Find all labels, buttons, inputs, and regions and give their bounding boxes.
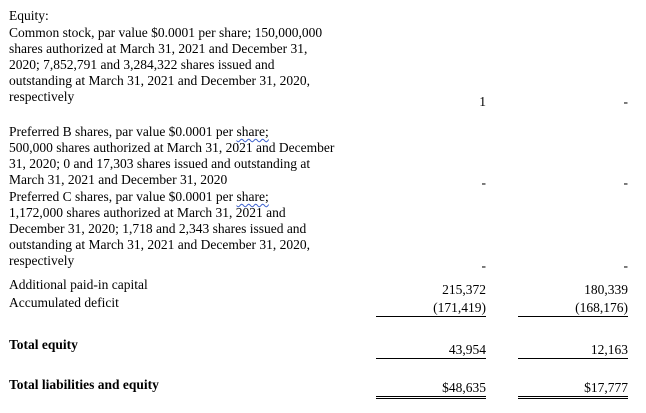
value-mar-2021: $48,635 (376, 380, 486, 399)
row-label-line: 1,172,000 shares authorized at March 31, 2021 and (9, 205, 286, 220)
row-label: Total liabilities and equity (9, 377, 159, 392)
value-mar-2021: 215,372 (442, 282, 486, 297)
value-mar-2021: 43,954 (376, 342, 486, 359)
row-label-line (9, 189, 269, 204)
value-dec-2020: 12,163 (518, 342, 628, 359)
value-mar-2021: (171,419) (376, 300, 486, 317)
row-label-text: Preferred B shares, par value $0.0001 per (9, 124, 237, 139)
spellcheck-word: share; (236, 124, 269, 139)
row-label: Additional paid-in capital (9, 277, 148, 292)
section-label: Equity: (9, 8, 49, 23)
row-label-line: December 31, 2020; 1,718 and 2,343 shares issued and (9, 221, 307, 236)
value-dec-2020: - (623, 94, 628, 109)
value-mar-2021: - (481, 258, 486, 273)
row-label-line: shares authorized at March 31, 2021 and December 31, (9, 41, 308, 56)
value-dec-2020: 180,339 (584, 282, 628, 297)
row-label-line: respectively (9, 253, 75, 268)
row-label-text: Preferred C shares, par value $0.0001 per (9, 189, 237, 204)
row-label-line: 500,000 shares authorized at March 31, 2021 and December (9, 140, 335, 155)
value-mar-2021: - (481, 175, 486, 190)
row-label-line: outstanding at March 31, 2021 and December 31, 2020, (9, 237, 311, 252)
row-label-line: outstanding at March 31, 2021 and December 31, 2020, (9, 73, 311, 88)
row-label-line: March 31, 2021 and December 31, 2020 (9, 172, 228, 187)
spellcheck-word: share; (236, 189, 269, 204)
row-label-line (9, 124, 269, 139)
value-dec-2020: - (623, 175, 628, 190)
row-label: Accumulated deficit (9, 295, 119, 310)
value-dec-2020: (168,176) (518, 300, 628, 317)
value-dec-2020: - (623, 258, 628, 273)
row-label-line: respectively (9, 89, 75, 104)
row-label-line: Common stock, par value $0.0001 per share; 150,000,000 (9, 25, 323, 40)
value-dec-2020: $17,777 (518, 380, 628, 399)
value-mar-2021: 1 (479, 94, 486, 109)
row-label-line: 2020; 7,852,791 and 3,284,322 shares issued and (9, 57, 275, 72)
row-label-line: 31, 2020; 0 and 17,303 shares issued and outstanding at (9, 156, 311, 171)
row-label: Total equity (9, 337, 78, 352)
